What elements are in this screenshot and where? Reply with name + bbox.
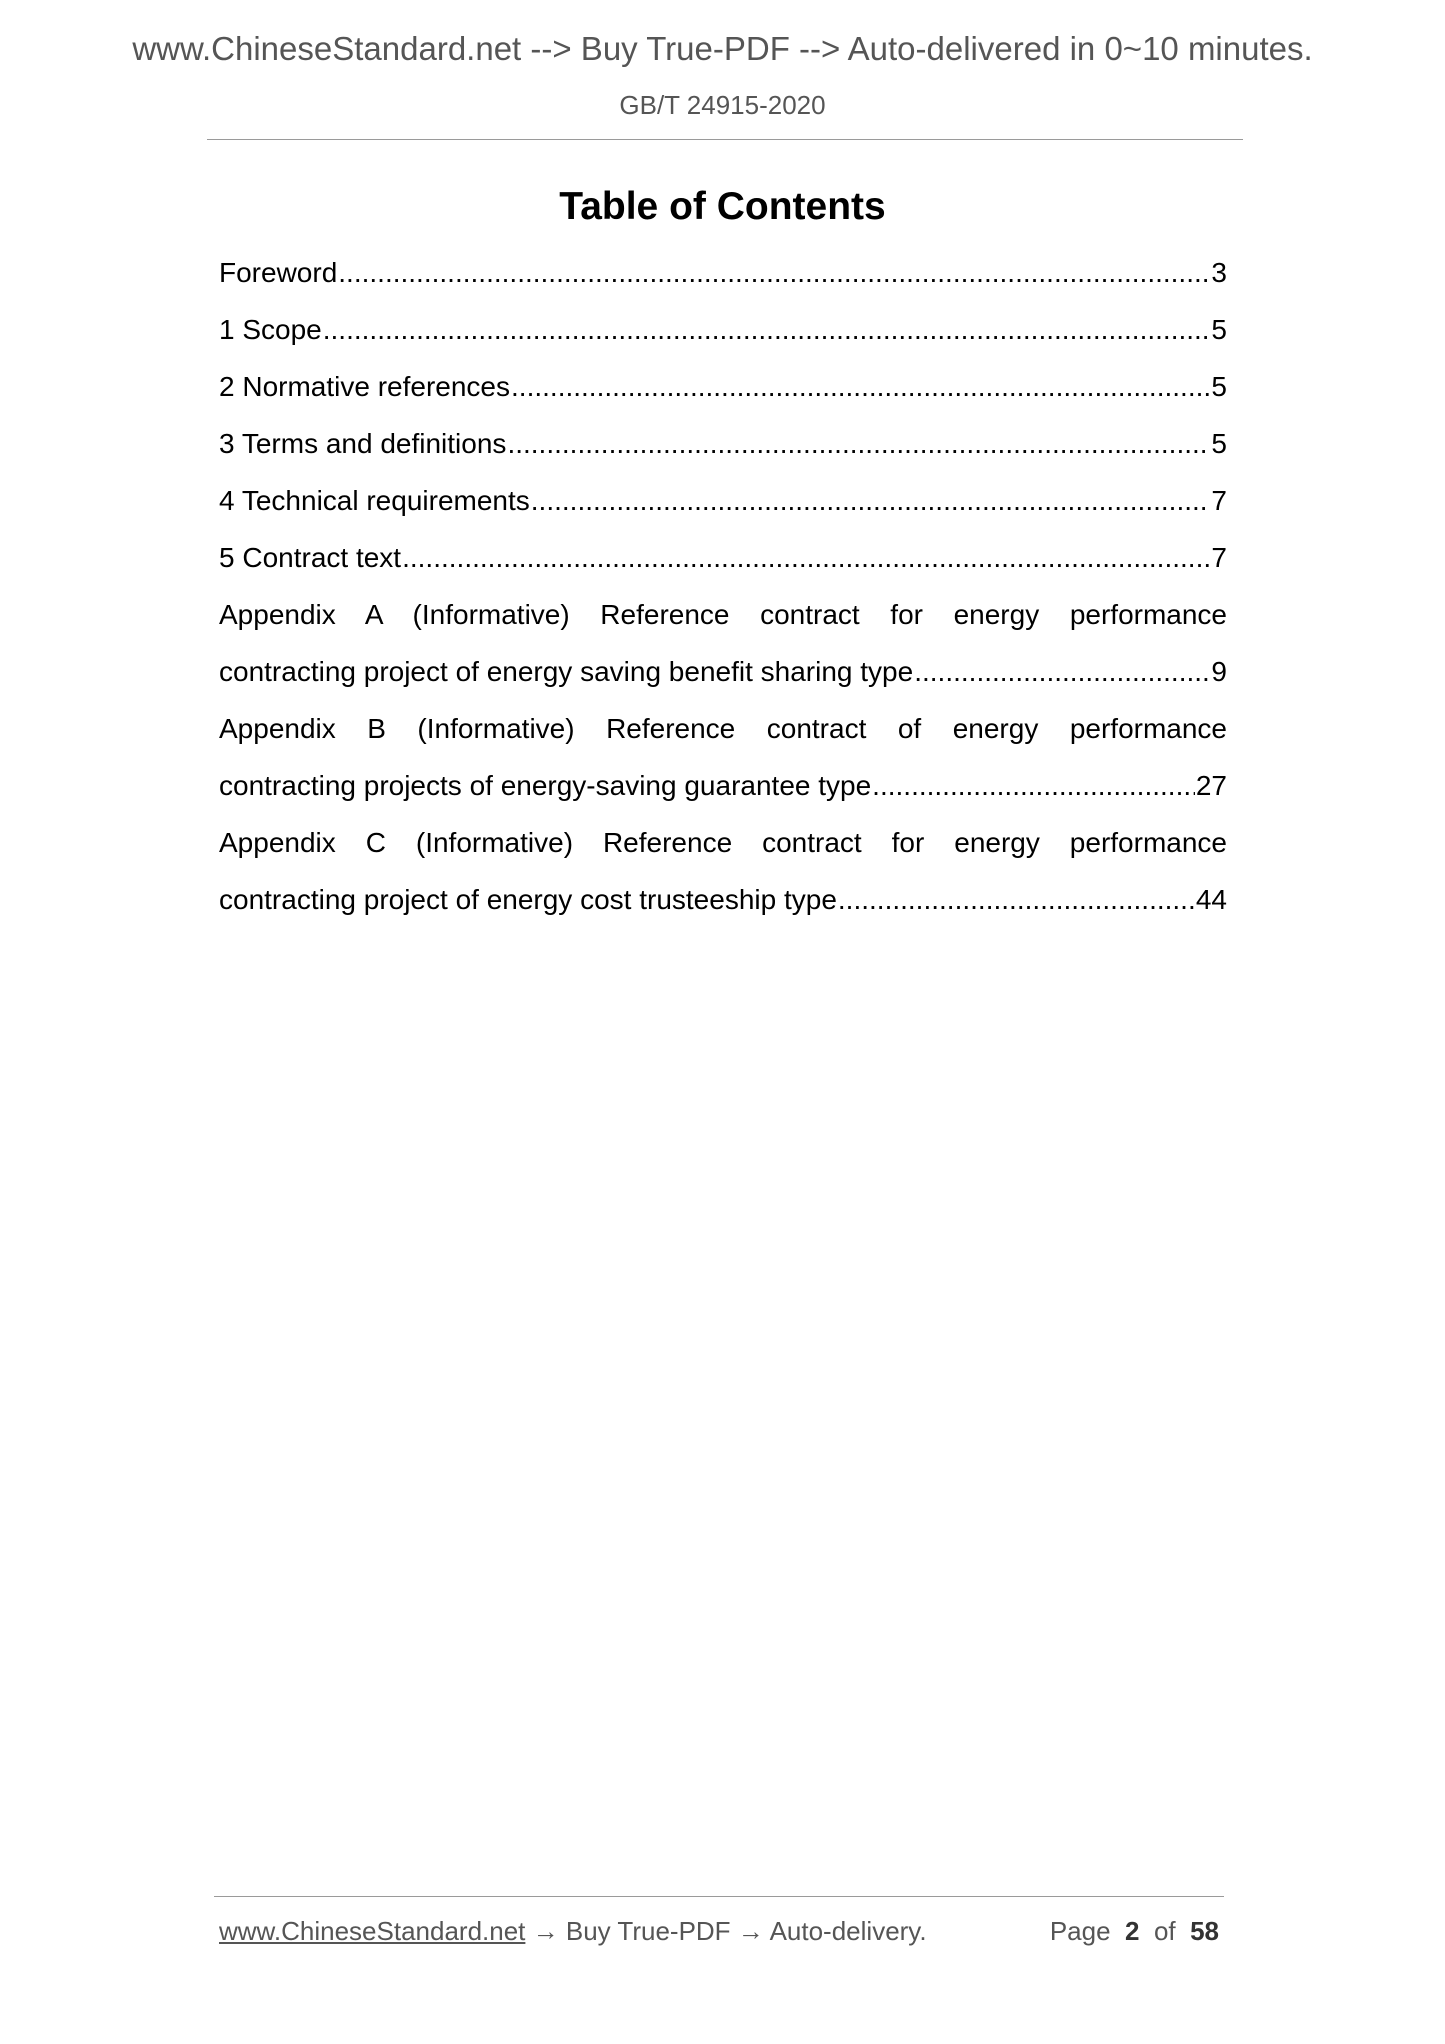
dot-leader (402, 541, 1210, 575)
page-total: 58 (1190, 1916, 1219, 1946)
toc-entry-label: contracting projects of energy-saving guarantee type (219, 770, 872, 801)
toc-entry-terms-definitions[interactable] (219, 427, 1227, 484)
top-banner: www.ChineseStandard.net --> Buy True-PDF --> Auto-delivered in 0~10 minutes. (132, 30, 1313, 67)
toc-entry-label-line1: Appendix A (Informative) Reference contract for energy performance (219, 599, 1227, 630)
page-indicator (1050, 1916, 1219, 1947)
toc-entry-normative-references[interactable] (219, 370, 1227, 427)
page-footer (219, 1916, 1219, 1947)
toc-entry-contract-text[interactable] (219, 541, 1227, 598)
of-word: of (1153, 1916, 1176, 1946)
footer-divider (214, 1896, 1224, 1897)
toc-entry-technical-requirements[interactable] (219, 484, 1227, 541)
dot-leader (511, 370, 1210, 404)
toc-entry-appendix-a[interactable] (219, 598, 1227, 712)
toc-entry-label-line1: Appendix C (Informative) Reference contract for energy performance (219, 827, 1227, 858)
toc-entry-label-line1: Appendix B (Informative) Reference contract of energy performance (219, 713, 1227, 744)
toc-entry-label: 5 Contract text (219, 542, 402, 573)
document-code: GB/T 24915-2020 (619, 90, 826, 120)
toc-entry-appendix-c[interactable] (219, 826, 1227, 940)
toc-entry-appendix-b[interactable] (219, 712, 1227, 826)
page-word: Page (1049, 1916, 1111, 1946)
toc-entry-page: 5 (1211, 428, 1227, 459)
header-divider (207, 139, 1243, 140)
dot-leader (914, 655, 1210, 689)
toc-title: Table of Contents (559, 185, 886, 228)
toc-entry-label: 3 Terms and definitions (219, 428, 507, 459)
dot-leader (531, 484, 1211, 518)
toc-list (219, 256, 1227, 940)
footer-site-link[interactable]: www.ChineseStandard.net (219, 1916, 526, 1946)
dot-leader (872, 769, 1195, 803)
toc-entry-label: contracting project of energy saving benefit sharing type (219, 656, 914, 687)
toc-entry-scope[interactable] (219, 313, 1227, 370)
toc-entry-page: 7 (1211, 542, 1227, 573)
dot-leader (838, 883, 1195, 917)
toc-entry-page: 7 (1211, 485, 1227, 516)
dot-leader (507, 427, 1210, 461)
dot-leader (323, 313, 1211, 347)
footer-tagline: → Buy True-PDF → Auto-delivery. (525, 1916, 927, 1946)
toc-entry-label: 4 Technical requirements (219, 485, 530, 516)
toc-entry-page: 5 (1211, 371, 1227, 402)
toc-entry-label: 2 Normative references (219, 371, 511, 402)
toc-entry-label: contracting project of energy cost trusteeship type (219, 884, 837, 915)
toc-entry-page: 3 (1211, 257, 1227, 288)
toc-entry-page: 27 (1195, 770, 1227, 801)
toc-entry-page: 5 (1211, 314, 1227, 345)
dot-leader (338, 256, 1210, 290)
toc-entry-label: Foreword (219, 257, 338, 288)
page-current: 2 (1125, 1916, 1140, 1946)
toc-entry-foreword[interactable] (219, 256, 1227, 313)
toc-entry-label: 1 Scope (219, 314, 322, 345)
toc-entry-page: 44 (1195, 884, 1227, 915)
toc-entry-page: 9 (1211, 656, 1227, 687)
